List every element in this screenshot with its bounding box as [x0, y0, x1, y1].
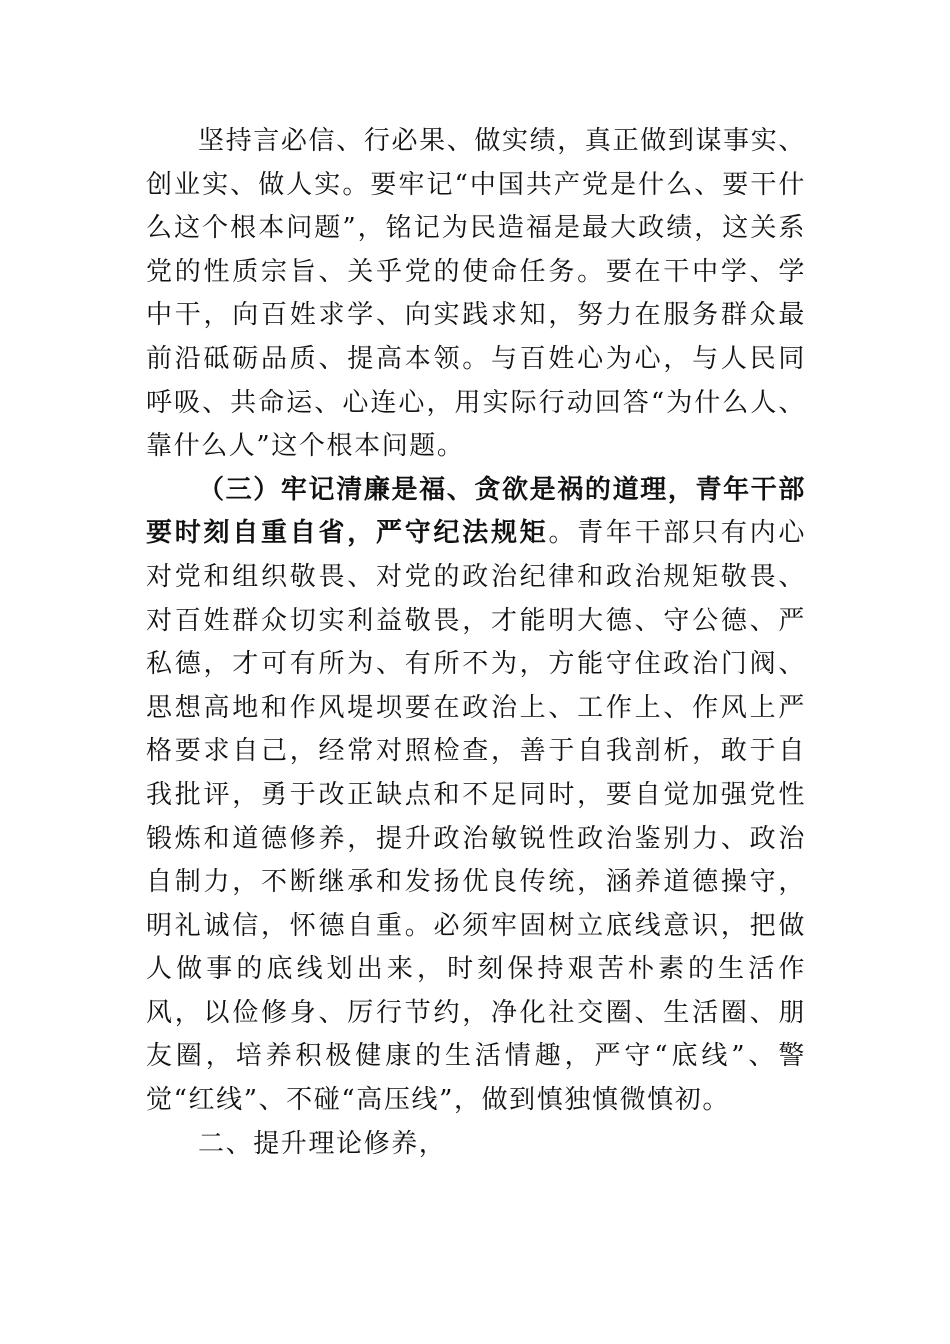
paragraph-2-text: 。青年干部只有内心对党和组织敬畏、对党的政治纪律和政治规矩敬畏、对百姓群众切实利益敬畏，才能明大德、守公德、严私德，才可有所为、有所不为，方能守住政治门阀、思想高地和作风堤坝要在政治上、工作上、作风上严格要求自己，经常对照检查，善于自我剖析，敢于自我批评，勇于改正缺点和不足同时，要自觉加强党性锻炼和道德修养，提升政治敏锐性政治鉴别力、政治自制力，不断继承和发扬优良传统，涵养道德操守，明礼诚信，怀德自重。必须牢固树立底线意识，把做人做事的底线划出来，时刻保持艰苦朴素的生活作风，以俭修身、厉行节约，净化社交圈、生活圈、朋友圈，培养积极健康的生活情趣，严守“底线”、警觉“红线”、不碰“高压线”，做到慎独慎微慎初。 [146, 518, 806, 1116]
section-heading-2 [146, 1123, 806, 1167]
section-heading-2-text: 二、提升理论修养， [198, 1128, 447, 1159]
paragraph-2-heading: （三）牢记清廉是福、贪欲是祸的道理，青年干部要时刻自重自省，严守纪法规矩 [146, 474, 806, 549]
paragraph-1 [146, 120, 806, 469]
paragraph-1-text: 坚持言必信、行必果、做实绩，真正做到谋事实、创业实、做人实。要牢记“中国共产党是什么、要干什么这个根本问题”，铭记为民造福是最大政绩，这关系党的性质宗旨、关乎党的使命任务。要在干中学、学中干，向百姓求学、向实践求知，努力在服务群众最前沿砥砺品质、提高本领。与百姓心为心，与人民同呼吸、共命运、心连心，用实际行动回答“为什么人、靠什么人”这个根本问题。 [146, 126, 806, 462]
document-body [146, 120, 806, 1166]
paragraph-2 [146, 469, 806, 1123]
